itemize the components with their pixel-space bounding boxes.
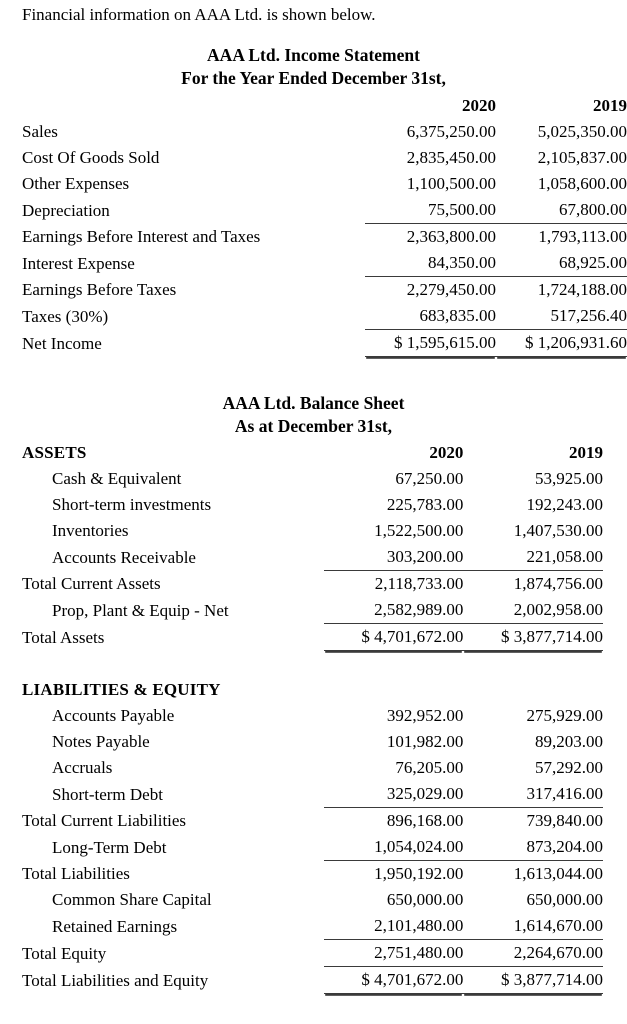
row-label: Cost Of Goods Sold xyxy=(22,148,160,167)
row-label: Short-term Debt xyxy=(52,784,163,804)
row-value-2020: 2,751,480.00 xyxy=(324,940,464,967)
assets-section-header: ASSETS xyxy=(22,443,87,462)
row-value-2020: 76,205.00 xyxy=(395,758,464,777)
row-label: Long-Term Debt xyxy=(52,837,167,857)
row-value-2020: 2,582,989.00 xyxy=(374,600,464,619)
row-value-2019: 192,243.00 xyxy=(526,495,603,514)
column-header-label xyxy=(22,93,365,119)
row-value-2019: 739,840.00 xyxy=(463,808,603,835)
row-value-2019: 5,025,350.00 xyxy=(537,122,627,141)
row-value-2020: 1,950,192.00 xyxy=(324,861,464,888)
row-value-2019: 1,058,600.00 xyxy=(537,174,627,193)
row-value-2020: 67,250.00 xyxy=(395,469,464,488)
row-value-2020: 1,522,500.00 xyxy=(374,521,464,540)
row-value-2019: 1,793,113.00 xyxy=(496,224,627,251)
row-label: Common Share Capital xyxy=(52,890,212,909)
table-row xyxy=(22,250,627,277)
table-row xyxy=(22,466,603,492)
section-spacer xyxy=(22,651,603,678)
row-value-2019: 2,105,837.00 xyxy=(537,148,627,167)
row-value-2019: 1,613,044.00 xyxy=(463,861,603,888)
table-row xyxy=(22,171,627,197)
row-label: Taxes (30%) xyxy=(22,306,109,326)
table-row xyxy=(22,303,627,330)
income-statement-table xyxy=(22,93,627,357)
table-row xyxy=(22,703,603,729)
row-label: Total Equity xyxy=(22,943,107,963)
row-value-2020: 2,279,450.00 xyxy=(365,277,496,304)
table-row xyxy=(22,913,603,940)
table-row-total xyxy=(22,624,603,651)
row-value-2020: 101,982.00 xyxy=(386,732,464,751)
balance-sheet-table xyxy=(22,440,603,994)
row-value-2020: 2,118,733.00 xyxy=(324,571,464,598)
row-label: Notes Payable xyxy=(52,732,150,751)
table-row xyxy=(22,781,603,808)
table-row-subtotal xyxy=(22,571,603,598)
row-value-2019: 1,724,188.00 xyxy=(496,277,627,304)
row-label: Total Liabilities xyxy=(22,864,130,883)
row-value-2019: 650,000.00 xyxy=(526,890,603,909)
row-value-2019: 68,925.00 xyxy=(559,253,627,272)
row-value-2020: 84,350.00 xyxy=(428,253,496,272)
table-row-total xyxy=(22,330,627,357)
row-value-2019: $ 3,877,714.00 xyxy=(463,624,603,651)
column-header-2020: 2020 xyxy=(462,96,496,115)
table-row-subtotal xyxy=(22,808,603,835)
row-label: Other Expenses xyxy=(22,174,130,193)
row-label: Cash & Equivalent xyxy=(52,469,182,488)
row-value-2019: 1,874,756.00 xyxy=(463,571,603,598)
row-label: Net Income xyxy=(22,333,102,353)
income-statement-title-line2: For the Year Ended December 31st, xyxy=(181,68,446,88)
row-value-2020: 683,835.00 xyxy=(419,306,496,325)
row-label: Total Current Liabilities xyxy=(22,811,187,830)
row-label: Interest Expense xyxy=(22,253,135,273)
row-value-2020: 75,500.00 xyxy=(428,200,496,219)
row-value-2020: 2,835,450.00 xyxy=(406,148,496,167)
row-value-2020: 2,101,480.00 xyxy=(374,916,464,935)
balance-sheet-section xyxy=(0,392,627,994)
table-row xyxy=(22,597,603,624)
table-row-subtotal xyxy=(22,224,627,251)
income-statement-title-line1: AAA Ltd. Income Statement xyxy=(207,45,420,65)
row-value-2019: 317,416.00 xyxy=(526,784,603,803)
table-row xyxy=(22,729,603,755)
row-label: Accounts Payable xyxy=(52,706,175,725)
row-value-2019: 1,614,670.00 xyxy=(513,916,603,935)
row-value-2020: 303,200.00 xyxy=(386,547,464,566)
row-label: Retained Earnings xyxy=(52,916,178,936)
row-value-2020: 650,000.00 xyxy=(386,890,464,909)
row-value-2019: 53,925.00 xyxy=(535,469,603,488)
row-value-2019: $ 3,877,714.00 xyxy=(463,967,603,994)
table-row xyxy=(22,492,603,518)
row-value-2019: 57,292.00 xyxy=(535,758,603,777)
row-value-2019: 517,256.40 xyxy=(550,306,627,325)
row-value-2020: $ 4,701,672.00 xyxy=(324,967,464,994)
row-label: Total Current Assets xyxy=(22,574,161,593)
table-row-subtotal xyxy=(22,861,603,888)
table-row xyxy=(22,887,603,913)
table-row xyxy=(22,834,603,861)
table-row xyxy=(22,119,627,145)
table-header-row xyxy=(22,93,627,119)
row-value-2019: 275,929.00 xyxy=(526,706,603,725)
table-row xyxy=(22,544,603,571)
table-row xyxy=(22,518,603,544)
row-value-2019: 67,800.00 xyxy=(559,200,627,219)
balance-sheet-title-line1: AAA Ltd. Balance Sheet xyxy=(222,393,405,413)
row-value-2020: 6,375,250.00 xyxy=(406,122,496,141)
row-value-2020: $ 4,701,672.00 xyxy=(324,624,464,651)
row-value-2019: 221,058.00 xyxy=(526,547,603,566)
row-label: Short-term investments xyxy=(52,495,212,514)
balance-sheet-heading xyxy=(0,392,627,438)
row-label: Inventories xyxy=(52,521,129,540)
row-label: Earnings Before Interest and Taxes xyxy=(22,227,261,246)
balance-sheet-title-line2: As at December 31st, xyxy=(234,416,393,436)
row-label: Depreciation xyxy=(22,200,110,220)
income-statement-section xyxy=(0,44,627,357)
row-value-2020: 1,100,500.00 xyxy=(406,174,496,193)
row-value-2020: 2,363,800.00 xyxy=(365,224,496,251)
table-row xyxy=(22,755,603,781)
row-value-2019: 873,204.00 xyxy=(526,837,603,856)
intro-text: Financial information on AAA Ltd. is shown below. xyxy=(22,5,376,24)
row-value-2020: 225,783.00 xyxy=(386,495,464,514)
table-row xyxy=(22,197,627,224)
row-value-2020: 325,029.00 xyxy=(386,784,464,803)
table-row-subtotal xyxy=(22,277,627,304)
row-value-2020: 392,952.00 xyxy=(386,706,464,725)
row-label: Total Liabilities and Equity xyxy=(22,970,209,990)
row-value-2019: 2,002,958.00 xyxy=(513,600,603,619)
column-header-2020: 2020 xyxy=(429,443,464,462)
column-header-2019: 2019 xyxy=(593,96,627,115)
row-label: Accounts Receivable xyxy=(52,547,196,567)
liabilities-header-row xyxy=(22,677,603,703)
row-value-2019: 1,407,530.00 xyxy=(513,521,603,540)
table-row-total xyxy=(22,967,603,994)
row-label: Accruals xyxy=(52,758,113,777)
liabilities-section-header: LIABILITIES & EQUITY xyxy=(22,680,221,699)
row-value-2019: $ 1,206,931.60 xyxy=(496,330,627,357)
row-label: Prop, Plant & Equip - Net xyxy=(52,600,229,620)
table-row-subtotal xyxy=(22,940,603,967)
column-header-2019: 2019 xyxy=(569,443,603,462)
assets-header-row xyxy=(22,440,603,466)
row-value-2019: 2,264,670.00 xyxy=(463,940,603,967)
row-value-2020: 1,054,024.00 xyxy=(374,837,464,856)
row-label: Total Assets xyxy=(22,627,105,647)
row-value-2020: 896,168.00 xyxy=(324,808,464,835)
table-row xyxy=(22,145,627,171)
row-label: Sales xyxy=(22,122,58,141)
row-label: Earnings Before Taxes xyxy=(22,280,177,299)
row-value-2020: $ 1,595,615.00 xyxy=(365,330,496,357)
row-value-2019: 89,203.00 xyxy=(535,732,603,751)
income-statement-heading xyxy=(0,44,627,90)
